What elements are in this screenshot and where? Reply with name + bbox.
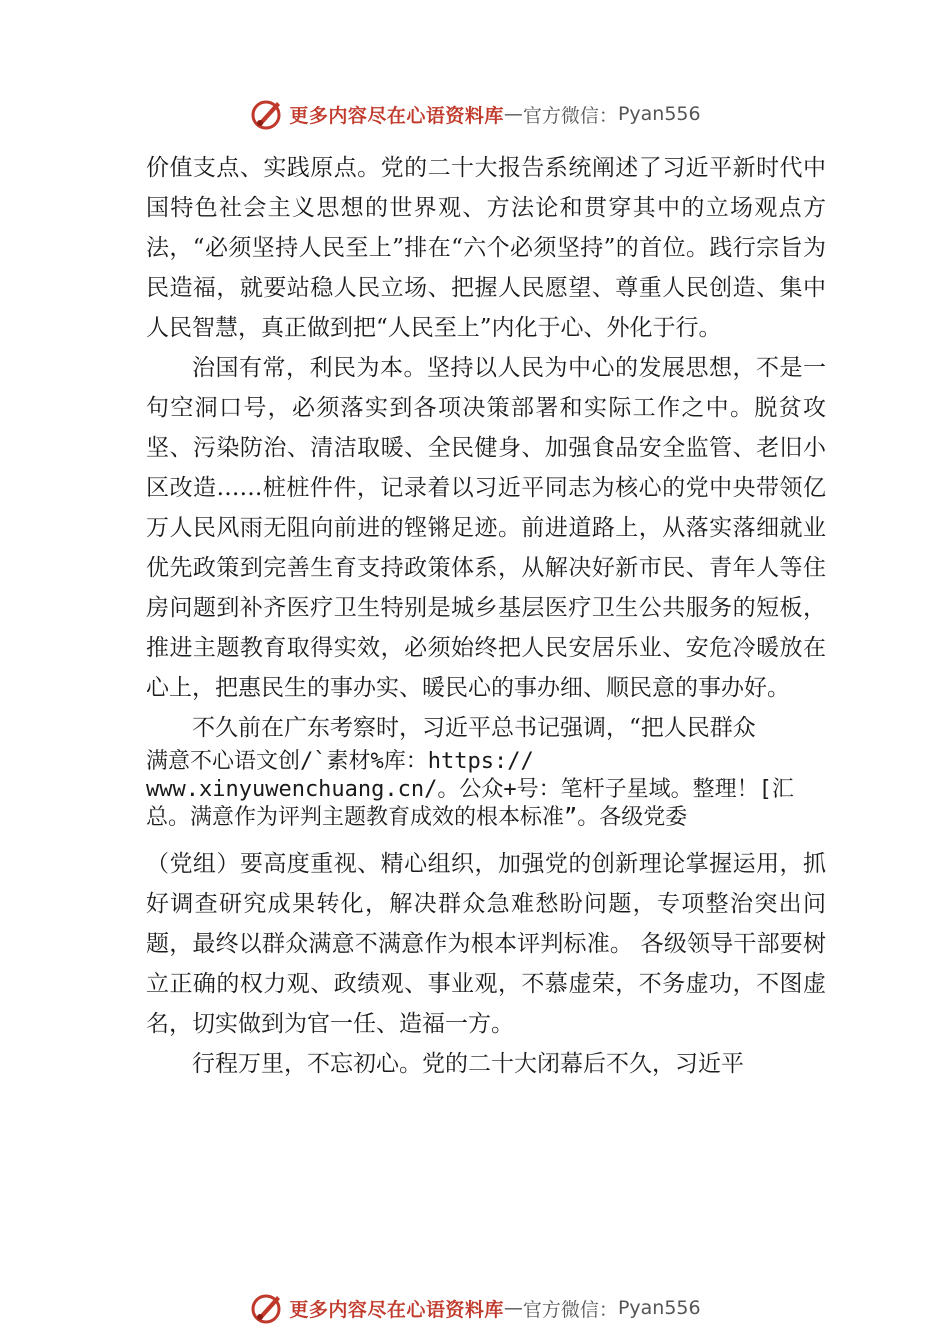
paragraph-3-start: 不久前在广东考察时，习近平总书记强调，“把人民群众 bbox=[192, 715, 756, 741]
brush-logo-icon bbox=[249, 96, 285, 132]
header-contact-id: Pyan556 bbox=[617, 103, 701, 125]
brush-logo-icon bbox=[249, 1290, 285, 1326]
footer-contact-id: Pyan556 bbox=[617, 1297, 701, 1319]
footer-contact-label: 官方微信： bbox=[522, 1298, 618, 1321]
paragraph-3-rest: （党组）要高度重视、精心组织，加强党的创新理论掌握运用，抓好调查研究成果转化，解决群众急难愁盼问题，专项整治突出问题，最终以群众满意不满意作为根本评判标准。 各级领导干部要树立正确的权力观、政绩观、事业观，不慕虚荣，不务虚功，不图虚名，切实做到为官一任、造福一方。 bbox=[146, 851, 826, 1037]
watermark-line-b: www.xinyuwenchuang.cn/。公众+号：笔杆子星域。整理！[汇 bbox=[146, 777, 794, 802]
paragraph-2: 治国有常，利民为本。坚持以人民为中心的发展思想，不是一句空洞口号，必须落实到各项决策部署和实际工作之中。脱贫攻坚、污染防治、清洁取暖、全民健身、加强食品安全监管、老旧小区改造……桩桩件件，记录着以习近平同志为核心的党中央带领亿万人民风雨无阻向前进的铿锵足迹。前进道路上，从落实落细就业优先政策到完善生育支持政策体系，从解决好新市民、青年人等住房问题到补齐医疗卫生特别是城乡基层医疗卫生公共服务的短板，推进主题教育取得实效，必须始终把人民安居乐业、安危冷暖放在心上，把惠民生的事办实、暖民心的事办细、顺民意的事办好。 bbox=[146, 355, 826, 701]
footer-watermark-banner bbox=[0, 1288, 950, 1328]
header-brand-text: 更多内容尽在心语资料库 bbox=[289, 104, 504, 127]
footer-brand-text: 更多内容尽在心语资料库 bbox=[289, 1298, 504, 1321]
footer-separator: — bbox=[503, 1297, 523, 1319]
document-body bbox=[146, 148, 826, 1084]
header-watermark-banner bbox=[0, 94, 950, 134]
header-contact-label: 官方微信： bbox=[522, 104, 618, 127]
header-separator: — bbox=[503, 103, 523, 125]
watermark-line-a: 满意不心语文创/`素材%库：https:// bbox=[146, 749, 534, 774]
paragraph-4: 行程万里，不忘初心。党的二十大闭幕后不久，习近平 bbox=[192, 1051, 744, 1077]
watermark-line-c: 总。满意作为评判主题教育成效的根本标准”。各级党委 bbox=[146, 805, 688, 830]
paragraph-1: 价值支点、实践原点。党的二十大报告系统阐述了习近平新时代中国特色社会主义思想的世界观、方法论和贯穿其中的立场观点方法，“必须坚持人民至上”排在“六个必须坚持”的首位。践行宗旨为民造福，就要站稳人民立场、把握人民愿望、尊重人民创造、集中人民智慧，真正做到把“人民至上”内化于心、外化于行。 bbox=[146, 155, 826, 341]
